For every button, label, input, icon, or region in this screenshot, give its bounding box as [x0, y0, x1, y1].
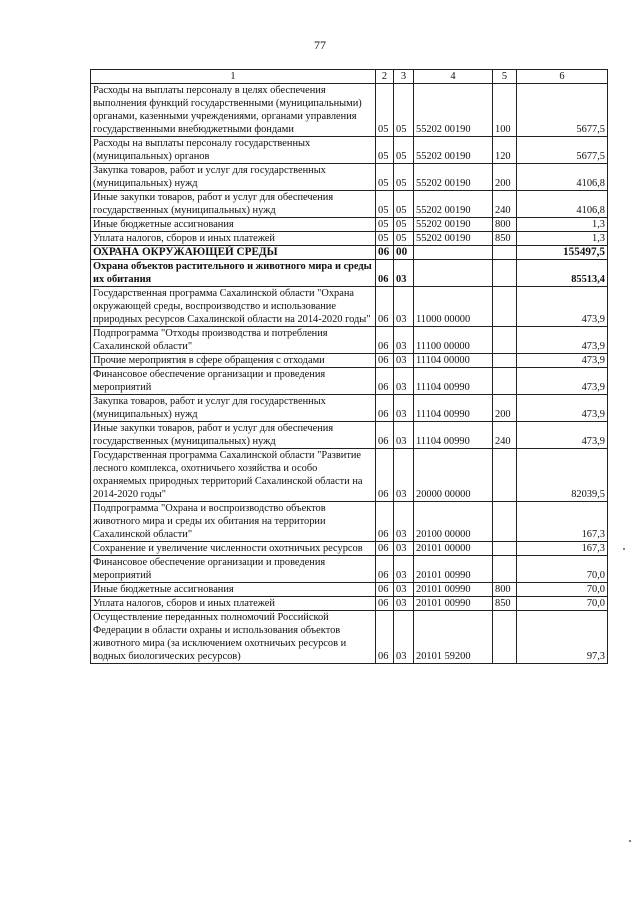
row-subsection-cell: 05	[394, 191, 414, 218]
row-name-cell: Финансовое обеспечение организации и проведения мероприятий	[91, 556, 376, 583]
row-name-cell: Иные закупки товаров, работ и услуг для обеспечения государственных (муниципальных) нужд	[91, 422, 376, 449]
row-expense-type-cell	[493, 246, 517, 260]
row-section-cell: 05	[376, 191, 394, 218]
table-row	[91, 583, 608, 597]
row-section-cell: 05	[376, 232, 394, 246]
row-expense-type-cell	[493, 556, 517, 583]
table-row	[91, 232, 608, 246]
row-section-cell: 06	[376, 542, 394, 556]
row-amount-cell: 167,3	[517, 542, 608, 556]
row-section-cell: 05	[376, 137, 394, 164]
row-subsection-cell: 03	[394, 368, 414, 395]
row-name-cell: Финансовое обеспечение организации и проведения мероприятий	[91, 368, 376, 395]
row-name-cell: Расходы на выплаты персоналу в целях обеспечения выполнения функций государственными (муниципальными) органами, казенными учреждениями, органами управления государственными внебюджетными фондами	[91, 84, 376, 137]
table-row	[91, 611, 608, 664]
row-section-cell: 05	[376, 84, 394, 137]
row-expense-type-cell: 120	[493, 137, 517, 164]
row-subsection-cell: 05	[394, 218, 414, 232]
row-amount-cell: 1,3	[517, 232, 608, 246]
table-row	[91, 191, 608, 218]
table-row	[91, 164, 608, 191]
row-name-cell: Расходы на выплаты персоналу государственных (муниципальных) органов	[91, 137, 376, 164]
page-number: 77	[314, 38, 326, 52]
row-expense-type-cell	[493, 287, 517, 327]
row-section-cell: 06	[376, 246, 394, 260]
row-section-cell: 06	[376, 287, 394, 327]
table-row	[91, 422, 608, 449]
row-subsection-cell: 03	[394, 260, 414, 287]
row-name-cell: Закупка товаров, работ и услуг для государственных (муниципальных) нужд	[91, 164, 376, 191]
row-name-cell: Иные бюджетные ассигнования	[91, 218, 376, 232]
row-expense-type-cell	[493, 502, 517, 542]
row-name-cell: Уплата налогов, сборов и иных платежей	[91, 232, 376, 246]
row-amount-cell: 82039,5	[517, 449, 608, 502]
row-subsection-cell: 03	[394, 354, 414, 368]
header-col-3: 3	[394, 70, 414, 84]
header-row	[91, 70, 608, 84]
row-target-article-cell: 20101 00990	[414, 597, 493, 611]
row-amount-cell: 4106,8	[517, 191, 608, 218]
row-section-cell: 06	[376, 327, 394, 354]
table-row	[91, 260, 608, 287]
row-expense-type-cell	[493, 449, 517, 502]
row-target-article-cell: 20101 00990	[414, 556, 493, 583]
row-amount-cell: 97,3	[517, 611, 608, 664]
row-section-cell: 06	[376, 583, 394, 597]
row-target-article-cell: 55202 00190	[414, 84, 493, 137]
row-name-cell: Государственная программа Сахалинской области "Охрана окружающей среды, воспроизводство и использование природных ресурсов Сахалинской области на 2014-2020 годы"	[91, 287, 376, 327]
row-expense-type-cell: 800	[493, 218, 517, 232]
row-target-article-cell: 11104 00990	[414, 422, 493, 449]
row-section-cell: 06	[376, 260, 394, 287]
row-amount-cell: 85513,4	[517, 260, 608, 287]
row-expense-type-cell: 240	[493, 422, 517, 449]
row-target-article-cell: 11104 00990	[414, 395, 493, 422]
row-amount-cell: 5677,5	[517, 137, 608, 164]
row-name-cell: Подпрограмма "Отходы производства и потребления Сахалинской области"	[91, 327, 376, 354]
row-target-article-cell: 55202 00190	[414, 232, 493, 246]
row-section-cell: 06	[376, 611, 394, 664]
row-target-article-cell: 20000 00000	[414, 449, 493, 502]
table-row	[91, 395, 608, 422]
row-subsection-cell: 05	[394, 137, 414, 164]
table-row	[91, 542, 608, 556]
row-amount-cell: 1,3	[517, 218, 608, 232]
row-amount-cell: 5677,5	[517, 84, 608, 137]
header-col-5: 5	[493, 70, 517, 84]
row-amount-cell: 70,0	[517, 556, 608, 583]
table-row	[91, 354, 608, 368]
row-subsection-cell: 03	[394, 449, 414, 502]
table-row	[91, 597, 608, 611]
row-expense-type-cell	[493, 260, 517, 287]
header-col-2: 2	[376, 70, 394, 84]
row-section-cell: 06	[376, 422, 394, 449]
row-amount-cell: 167,3	[517, 502, 608, 542]
table-row	[91, 218, 608, 232]
row-expense-type-cell: 850	[493, 232, 517, 246]
table-row	[91, 287, 608, 327]
row-expense-type-cell: 200	[493, 395, 517, 422]
table-row	[91, 137, 608, 164]
row-name-cell: ОХРАНА ОКРУЖАЮЩЕЙ СРЕДЫ	[91, 246, 376, 260]
row-amount-cell: 70,0	[517, 583, 608, 597]
row-amount-cell: 473,9	[517, 368, 608, 395]
row-subsection-cell: 03	[394, 556, 414, 583]
row-name-cell: Закупка товаров, работ и услуг для государственных (муниципальных) нужд	[91, 395, 376, 422]
row-subsection-cell: 03	[394, 287, 414, 327]
table-row	[91, 368, 608, 395]
table-body	[91, 84, 608, 664]
row-target-article-cell: 55202 00190	[414, 164, 493, 191]
table-row	[91, 84, 608, 137]
row-subsection-cell: 03	[394, 542, 414, 556]
row-target-article-cell: 11104 00000	[414, 354, 493, 368]
row-amount-cell: 473,9	[517, 327, 608, 354]
row-target-article-cell: 55202 00190	[414, 191, 493, 218]
row-amount-cell: 473,9	[517, 395, 608, 422]
scan-dot	[629, 840, 631, 842]
row-subsection-cell: 05	[394, 164, 414, 191]
row-section-cell: 06	[376, 449, 394, 502]
row-subsection-cell: 03	[394, 502, 414, 542]
row-name-cell: Иные закупки товаров, работ и услуг для обеспечения государственных (муниципальных) нужд	[91, 191, 376, 218]
row-amount-cell: 473,9	[517, 287, 608, 327]
row-section-cell: 06	[376, 368, 394, 395]
row-expense-type-cell	[493, 542, 517, 556]
row-target-article-cell: 20100 00000	[414, 502, 493, 542]
row-section-cell: 06	[376, 502, 394, 542]
header-col-1: 1	[91, 70, 376, 84]
row-subsection-cell: 03	[394, 597, 414, 611]
header-col-6: 6	[517, 70, 608, 84]
row-subsection-cell: 05	[394, 232, 414, 246]
row-name-cell: Осуществление переданных полномочий Российской Федерации в области охраны и использования объектов животного мира (за исключением охотничьих ресурсов и водных биологических ресурсов)	[91, 611, 376, 664]
row-subsection-cell: 03	[394, 422, 414, 449]
row-target-article-cell	[414, 246, 493, 260]
row-name-cell: Прочие мероприятия в сфере обращения с отходами	[91, 354, 376, 368]
row-subsection-cell: 00	[394, 246, 414, 260]
row-amount-cell: 473,9	[517, 422, 608, 449]
table-row	[91, 502, 608, 542]
table-row	[91, 556, 608, 583]
row-subsection-cell: 03	[394, 611, 414, 664]
row-target-article-cell	[414, 260, 493, 287]
row-name-cell: Государственная программа Сахалинской области "Развитие лесного комплекса, охотничьего хозяйства и особо охраняемых природных территорий Сахалинской области на 2014-2020 годы"	[91, 449, 376, 502]
table-row	[91, 246, 608, 260]
row-name-cell: Подпрограмма "Охрана и воспроизводство объектов животного мира и среды их обитания на территории Сахалинской области"	[91, 502, 376, 542]
budget-table	[90, 69, 608, 664]
table-row	[91, 449, 608, 502]
row-section-cell: 05	[376, 164, 394, 191]
table-row	[91, 327, 608, 354]
row-expense-type-cell	[493, 611, 517, 664]
row-section-cell: 06	[376, 395, 394, 422]
row-target-article-cell: 55202 00190	[414, 218, 493, 232]
row-target-article-cell: 11104 00990	[414, 368, 493, 395]
row-subsection-cell: 05	[394, 84, 414, 137]
row-amount-cell: 70,0	[517, 597, 608, 611]
row-amount-cell: 4106,8	[517, 164, 608, 191]
row-target-article-cell: 20101 00000	[414, 542, 493, 556]
row-section-cell: 06	[376, 556, 394, 583]
row-section-cell: 06	[376, 354, 394, 368]
row-target-article-cell: 20101 59200	[414, 611, 493, 664]
row-expense-type-cell: 200	[493, 164, 517, 191]
row-expense-type-cell	[493, 327, 517, 354]
row-subsection-cell: 03	[394, 583, 414, 597]
row-amount-cell: 155497,5	[517, 246, 608, 260]
row-target-article-cell: 11000 00000	[414, 287, 493, 327]
row-target-article-cell: 55202 00190	[414, 137, 493, 164]
row-name-cell: Иные бюджетные ассигнования	[91, 583, 376, 597]
row-amount-cell: 473,9	[517, 354, 608, 368]
row-subsection-cell: 03	[394, 395, 414, 422]
row-target-article-cell: 11100 00000	[414, 327, 493, 354]
row-expense-type-cell: 100	[493, 84, 517, 137]
row-name-cell: Охрана объектов растительного и животного мира и среды их обитания	[91, 260, 376, 287]
row-expense-type-cell: 800	[493, 583, 517, 597]
scan-dot	[623, 548, 625, 550]
row-expense-type-cell	[493, 368, 517, 395]
row-name-cell: Сохранение и увеличение численности охотничьих ресурсов	[91, 542, 376, 556]
row-expense-type-cell: 240	[493, 191, 517, 218]
row-expense-type-cell	[493, 354, 517, 368]
row-expense-type-cell: 850	[493, 597, 517, 611]
row-name-cell: Уплата налогов, сборов и иных платежей	[91, 597, 376, 611]
header-col-4: 4	[414, 70, 493, 84]
row-subsection-cell: 03	[394, 327, 414, 354]
row-section-cell: 06	[376, 597, 394, 611]
row-target-article-cell: 20101 00990	[414, 583, 493, 597]
row-section-cell: 05	[376, 218, 394, 232]
